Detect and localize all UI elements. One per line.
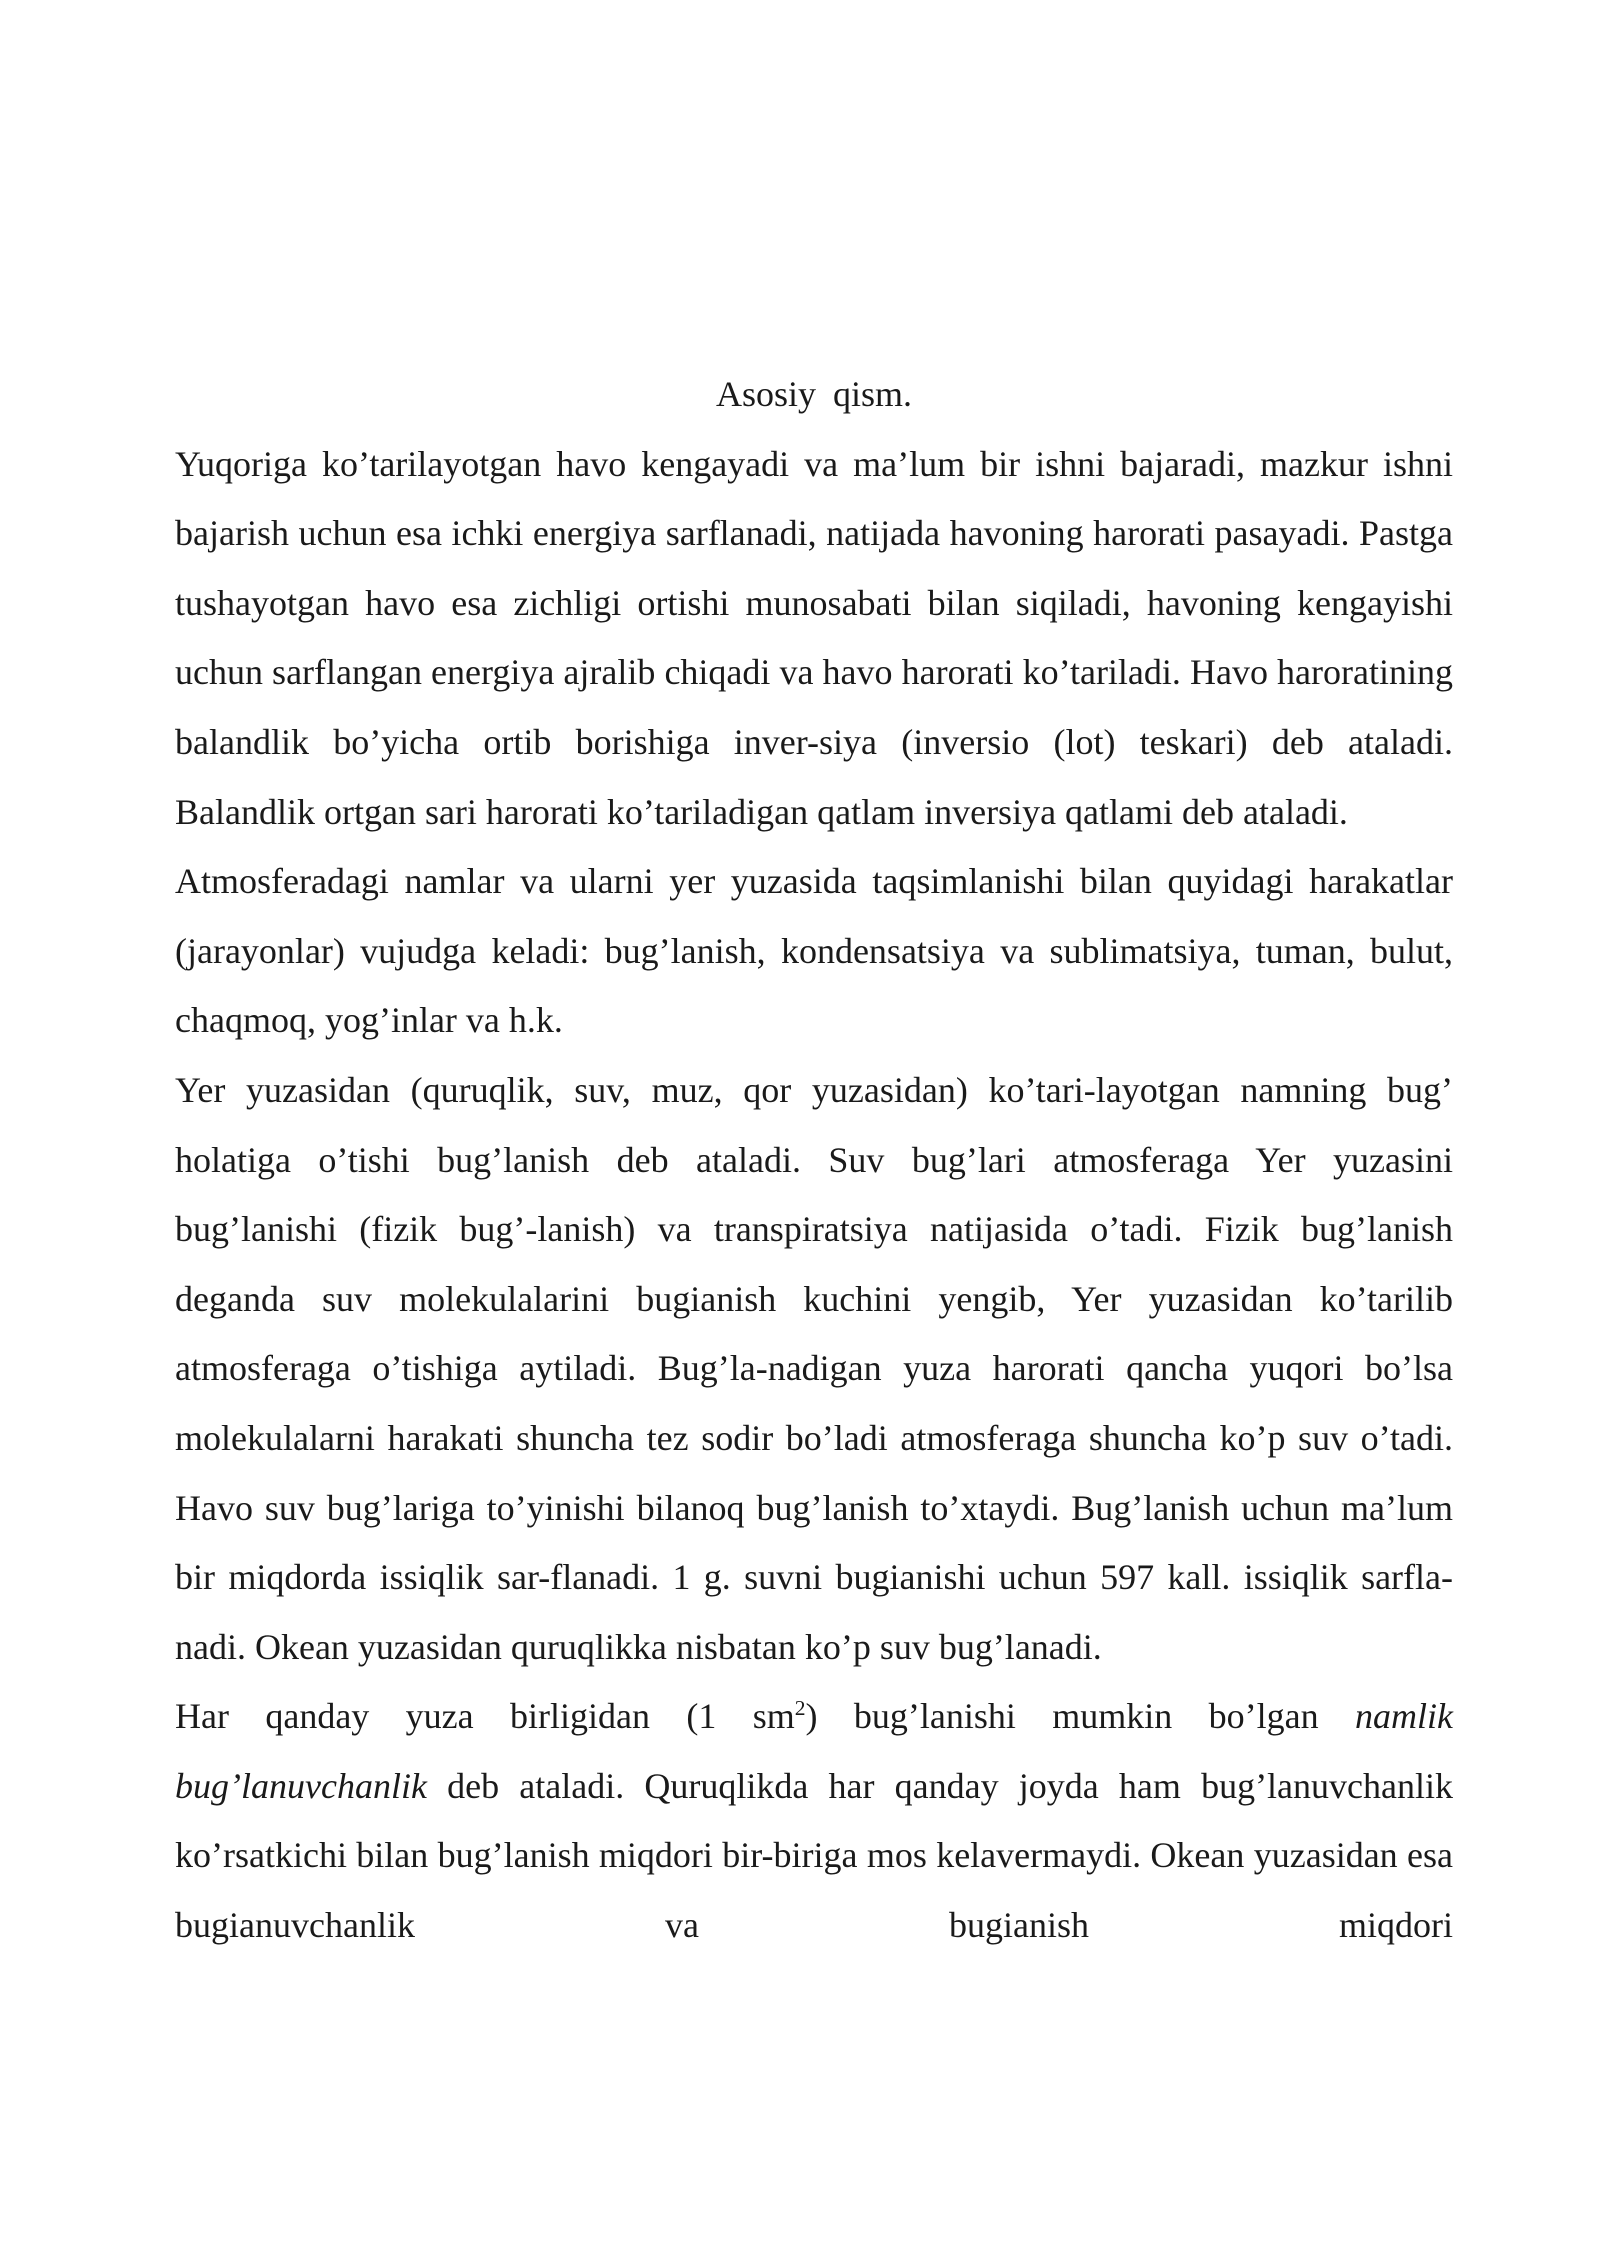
- paragraph-3: Yer yuzasidan (quruqlik, suv, muz, qor yuzasidan) ko’tari-layotgan namning bug’ holatiga o’tishi bug’lanish deb ataladi. Suv bug’lari atmosferaga Yer yuzasini bug’lanishi (fizik bug’-lanish) va transpiratsiya natijasida o’tadi. Fizik bug’lanish deganda suv molekulalarini bugianish kuchini yengib, Yer yuzasidan ko’tarilib atmosferaga o’tishiga aytiladi. Bug’la-nadigan yuza harorati qancha yuqori bo’lsa molekulalarni harakati shuncha tez sodir bo’ladi atmosferaga shuncha ko’p suv o’tadi. Havo suv bug’lariga to’yinishi bilanoq bug’lanish to’xtaydi. Bug’lanish uchun ma’lum bir miqdorda issiqlik sar-flanadi. 1 g. suvni bugianishi uchun 597 kall. issiqlik sarfla-nadi. Okean yuzasidan quruqlikka nisbatan ko’p suv bug’lanadi.: [175, 1069, 1453, 1667]
- italic-term: namlik bug’lanuvchanlik: [175, 1696, 1453, 1806]
- paragraph-4-text-a: Har qanday yuza birligidan (1 sm: [175, 1696, 795, 1737]
- superscript-exponent: 2: [794, 1696, 806, 1721]
- paragraph-4-text-c: deb ataladi. Quruqlikda har qanday joyda ham bug’lanuvchanlik ko’rsatkichi bilan bug’lanish miqdori bir-biriga mos kelavermaydi. Okean yuzasidan esa bugianuvchanlik va bugianish miqdori: [175, 1765, 1453, 1946]
- paragraph-1: Yuqoriga ko’tarilayotgan havo kengayadi va ma’lum bir ishni bajaradi, mazkur ishni bajarish uchun esa ichki energiya sarflanadi, natijada havoning harorati pasayadi. Pastga tushayotgan havo esa zichligi ortishi munosabati bilan siqiladi, havoning kengayishi uchun sarflangan energiya ajralib chiqadi va havo harorati ko’tariladi. Havo haroratining balandlik bo’yicha ortib borishiga inver-siya (inversio (lot) teskari) deb ataladi. Balandlik ortgan sari harorati ko’tariladigan qatlam inversiya qatlami deb ataladi.: [175, 443, 1453, 832]
- paragraph-4: [175, 1682, 1453, 1960]
- paragraph-4-text-b: ) bug’lanishi mumkin bo’lgan: [805, 1696, 1356, 1737]
- section-title: Asosiy qism.: [715, 374, 913, 414]
- paragraph-2: Atmosferadagi namlar va ularni yer yuzasida taqsimlanishi bilan quyidagi harakatlar (jarayonlar) vujudga keladi: bug’lanish, kondensatsiya va sublimatsiya, tuman, bulut, chaqmoq, yog’inlar va h.k.: [175, 861, 1453, 1041]
- document-page: [175, 360, 1453, 1961]
